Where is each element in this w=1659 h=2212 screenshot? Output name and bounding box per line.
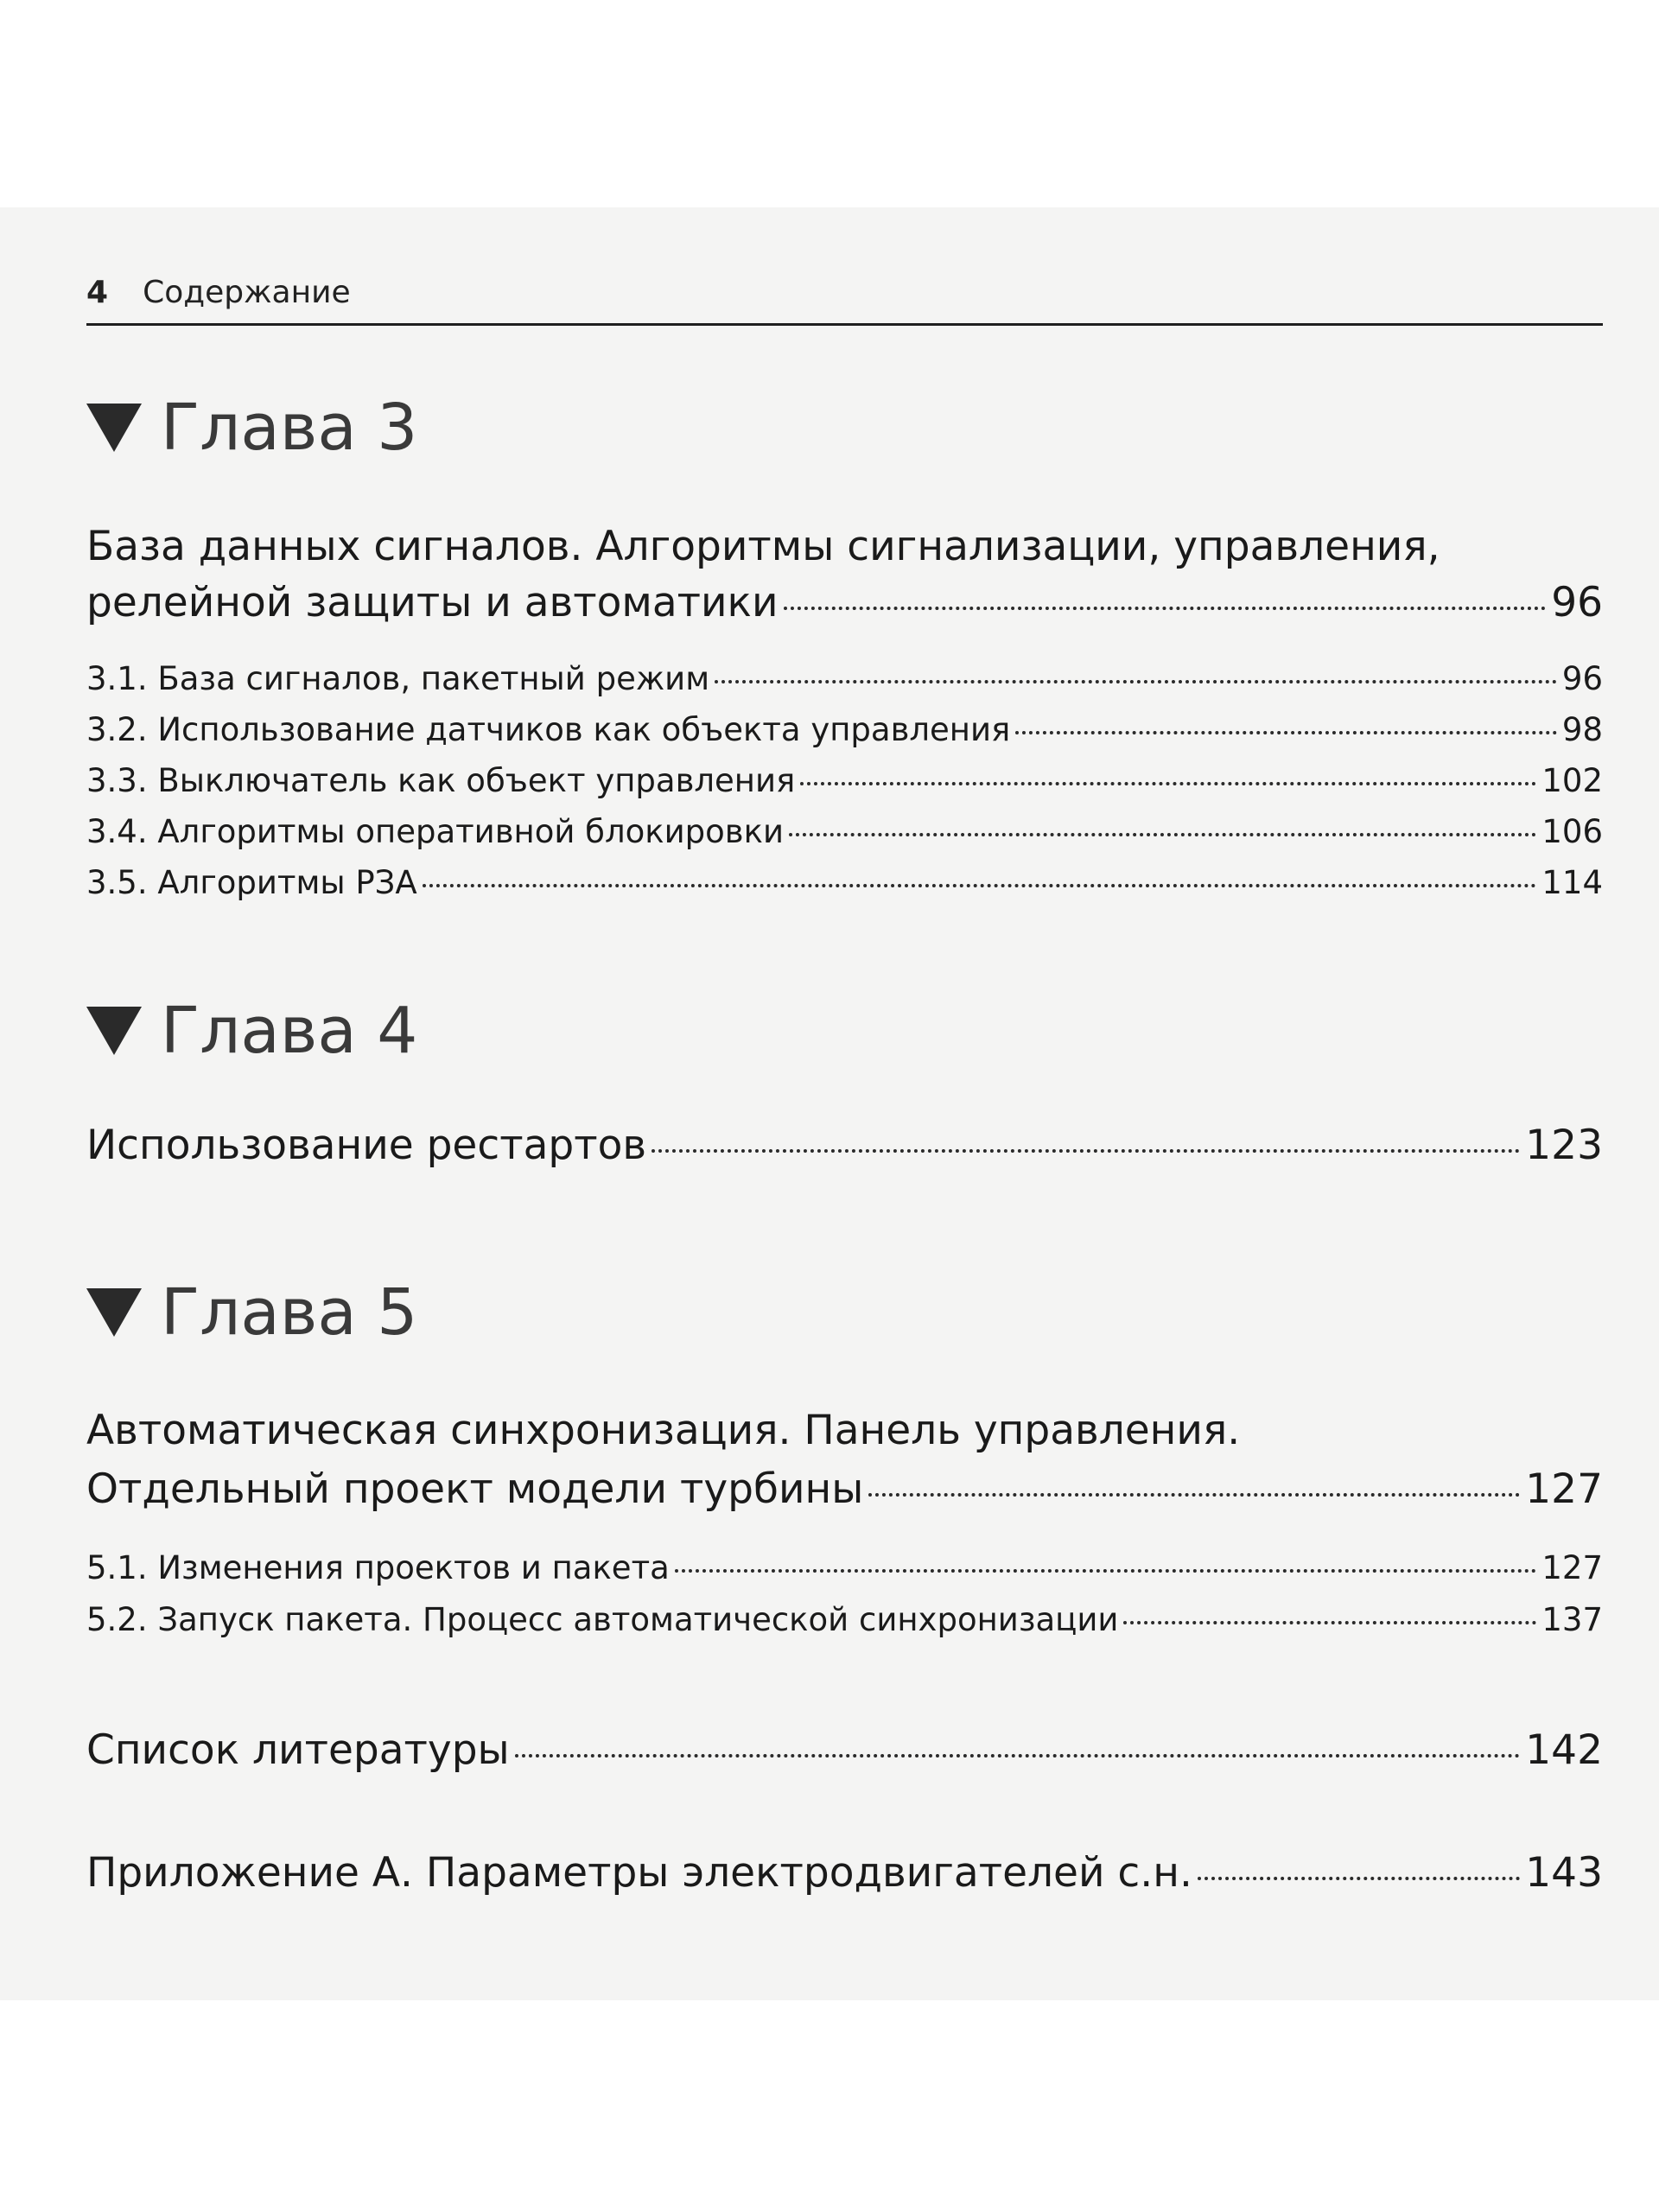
entry-label: 5.2. Запуск пакета. Процесс автоматической синхронизации	[86, 1601, 1119, 1638]
running-head	[86, 275, 1603, 310]
dot-leader	[800, 782, 1536, 785]
entry-page: 143	[1525, 1849, 1603, 1897]
toc-entry-appendix[interactable]	[86, 1849, 1603, 1897]
entry-page: 114	[1541, 864, 1603, 901]
entry-page: 142	[1525, 1726, 1603, 1774]
entry-label: Список литературы	[86, 1726, 510, 1774]
chapter-4-heading	[86, 994, 417, 1068]
dot-leader	[675, 1569, 1537, 1573]
toc-entry-chapter-3[interactable]	[86, 579, 1603, 626]
chapter-5-title: Глава 5	[161, 1275, 418, 1350]
entry-label: 5.1. Изменения проектов и пакета	[86, 1549, 670, 1586]
header-rule	[86, 323, 1603, 326]
dot-leader	[652, 1149, 1520, 1153]
entry-page: 137	[1541, 1601, 1603, 1638]
triangle-marker-icon	[86, 1288, 142, 1337]
entry-page: 123	[1525, 1122, 1603, 1169]
chapter-4-title: Глава 4	[161, 994, 418, 1068]
triangle-marker-icon	[86, 1007, 142, 1055]
chapter-5-heading	[86, 1275, 417, 1350]
entry-label: Приложение А. Параметры электродвигателей с.н.	[86, 1849, 1192, 1897]
entry-page: 96	[1551, 579, 1603, 626]
chapter-5-main-line1: Автоматическая синхронизация. Панель управления.	[86, 1407, 1241, 1454]
entry-page: 102	[1541, 762, 1603, 799]
toc-entry-3-3[interactable]	[86, 762, 1603, 799]
dot-leader	[515, 1754, 1521, 1758]
toc-entry-5-1[interactable]	[86, 1549, 1603, 1586]
entry-label: Отдельный проект модели турбины	[86, 1465, 864, 1513]
entry-page: 127	[1525, 1465, 1603, 1513]
toc-entry-3-4[interactable]	[86, 813, 1603, 850]
entry-label: 3.1. База сигналов, пакетный режим	[86, 660, 710, 697]
dot-leader	[423, 884, 1537, 887]
toc-entry-chapter-4[interactable]	[86, 1122, 1603, 1169]
toc-entry-references[interactable]	[86, 1726, 1603, 1774]
chapter-3-heading	[86, 391, 417, 465]
page-number: 4	[86, 275, 109, 310]
triangle-marker-icon	[86, 404, 142, 452]
dot-leader	[1015, 731, 1557, 734]
dot-leader	[1198, 1877, 1520, 1880]
entry-page: 127	[1541, 1549, 1603, 1586]
toc-entry-chapter-5[interactable]	[86, 1465, 1603, 1513]
dot-leader	[789, 833, 1536, 836]
chapter-3-main-line1: База данных сигналов. Алгоритмы сигнализации, управления,	[86, 523, 1440, 570]
chapter-3-title: Глава 3	[161, 391, 418, 465]
toc-entry-3-1[interactable]	[86, 660, 1603, 697]
dot-leader	[715, 680, 1557, 683]
dot-leader	[784, 607, 1547, 610]
toc-entry-5-2[interactable]	[86, 1601, 1603, 1638]
entry-label: 3.3. Выключатель как объект управления	[86, 762, 796, 799]
entry-page: 96	[1561, 660, 1603, 697]
dot-leader	[1123, 1621, 1536, 1624]
entry-label: 3.5. Алгоритмы РЗА	[86, 864, 417, 901]
entry-label: Использование рестартов	[86, 1122, 647, 1169]
entry-page: 106	[1541, 813, 1603, 850]
dot-leader	[868, 1493, 1520, 1497]
running-title: Содержание	[143, 275, 351, 310]
entry-label: релейной защиты и автоматики	[86, 579, 779, 626]
toc-entry-3-5[interactable]	[86, 864, 1603, 901]
entry-label: 3.4. Алгоритмы оперативной блокировки	[86, 813, 784, 850]
entry-page: 98	[1561, 711, 1603, 748]
toc-entry-3-2[interactable]	[86, 711, 1603, 748]
entry-label: 3.2. Использование датчиков как объекта управления	[86, 711, 1011, 748]
